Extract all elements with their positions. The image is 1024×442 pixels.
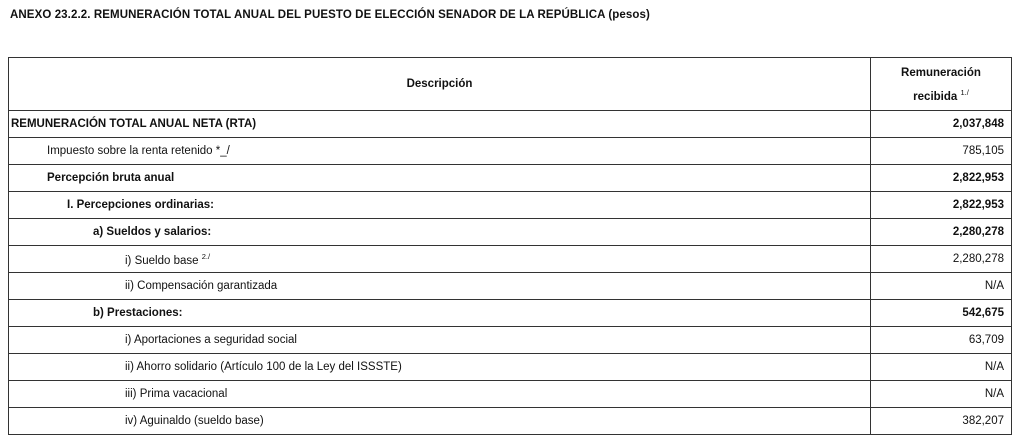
table-row xyxy=(9,381,1012,408)
row-label-text: b) Prestaciones: xyxy=(93,307,183,319)
row-label: ii) Ahorro solidario (Artículo 100 de la Ley del ISSSTE) xyxy=(9,354,871,381)
remuneration-table xyxy=(8,57,1012,435)
row-label: ii) Compensación garantizada xyxy=(9,273,871,300)
row-value: 2,037,848 xyxy=(871,111,1012,138)
row-label-text: i) Sueldo base xyxy=(125,254,199,267)
row-label: iii) Prima vacacional xyxy=(9,381,871,408)
table-row xyxy=(9,165,1012,192)
table-row xyxy=(9,408,1012,435)
row-value xyxy=(871,219,1012,246)
row-value: 2,280,278 xyxy=(871,246,1012,273)
table-row xyxy=(9,111,1012,138)
row-label xyxy=(9,246,871,273)
row-value-text: 542,675 xyxy=(962,307,1004,319)
row-value: N/A xyxy=(871,273,1012,300)
header-description: Descripción xyxy=(9,58,871,111)
header-remuneration xyxy=(871,58,1012,111)
row-label xyxy=(9,219,871,246)
row-value xyxy=(871,300,1012,327)
row-label-text: a) Sueldos y salarios: xyxy=(93,226,212,238)
row-value: 2,822,953 xyxy=(871,192,1012,219)
table-row xyxy=(9,219,1012,246)
table-row xyxy=(9,273,1012,300)
row-value-text: 2,280,278 xyxy=(952,226,1004,238)
row-footnote-marker: 2./ xyxy=(201,251,211,261)
row-label xyxy=(9,300,871,327)
row-label: i) Aportaciones a seguridad social xyxy=(9,327,871,354)
table-row xyxy=(9,327,1012,354)
table-row xyxy=(9,300,1012,327)
table-row xyxy=(9,246,1012,273)
table-row xyxy=(9,138,1012,165)
row-value: 382,207 xyxy=(871,408,1012,435)
row-label: iv) Aguinaldo (sueldo base) xyxy=(9,408,871,435)
row-label: Impuesto sobre la renta retenido *_/ xyxy=(9,138,871,165)
row-value: N/A xyxy=(871,354,1012,381)
row-value: 785,105 xyxy=(871,138,1012,165)
table-header-row xyxy=(9,58,1012,111)
table-row xyxy=(9,354,1012,381)
row-label: Percepción bruta anual xyxy=(9,165,871,192)
row-label: I. Percepciones ordinarias: xyxy=(9,192,871,219)
row-value: 63,709 xyxy=(871,327,1012,354)
table-row xyxy=(9,192,1012,219)
row-label: REMUNERACIÓN TOTAL ANUAL NETA (RTA) xyxy=(9,111,871,138)
header-remuneration-line2: recibida xyxy=(913,90,958,103)
header-footnote-marker: 1./ xyxy=(960,88,969,98)
document-title: ANEXO 23.2.2. REMUNERACIÓN TOTAL ANUAL DEL PUESTO DE ELECCIÓN SENADOR DE LA REPÚBLICA (pesos) xyxy=(10,9,650,21)
row-value: N/A xyxy=(871,381,1012,408)
row-value: 2,822,953 xyxy=(871,165,1012,192)
header-remuneration-line1: Remuneración xyxy=(901,67,981,80)
